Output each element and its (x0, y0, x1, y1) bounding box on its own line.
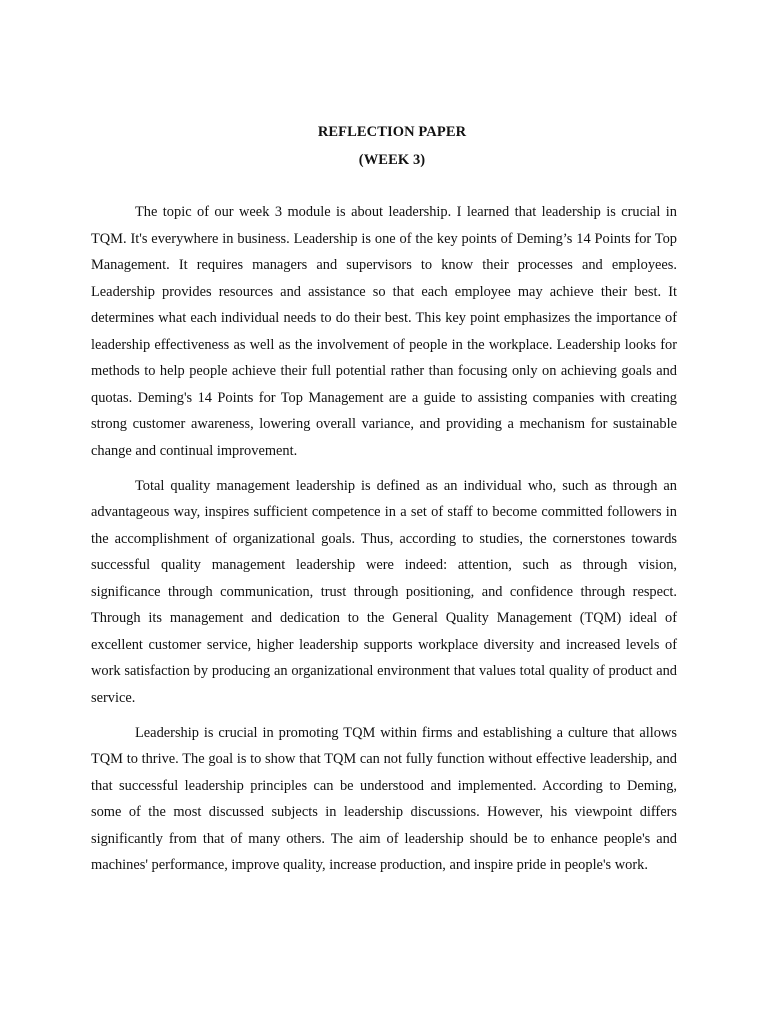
document-subtitle: (WEEK 3) (358, 152, 426, 168)
title-block (0, 118, 768, 174)
document-title: REFLECTION PAPER (317, 124, 467, 140)
paragraph-1: The topic of our week 3 module is about leadership. I learned that leadership is crucial in TQM. It's everywhere in business. Leadership is one of the key points of Deming’s 14 Points for Top Management. It requires managers and supervisors to know their processes and employees. Leadership provides resources and assistance so that each employee may achieve their best. It determines what each individual needs to do their best. This key point emphasizes the importance of leadership effectiveness as well as the involvement of people in the workplace. Leadership looks for methods to help people achieve their full potential rather than focusing only on achieving goals and quotas. Deming's 14 Points for Top Management are a guide to assisting companies with creating strong customer awareness, lowering overall variance, and providing a mechanism for sustainable change and continual improvement. (91, 204, 677, 459)
document-body (91, 199, 677, 887)
paragraph-2: Total quality management leadership is defined as an individual who, such as through an advantageous way, inspires sufficient competence in a set of staff to become committed followers in the accomplishment of organizational goals. Thus, according to studies, the cornerstones towards successful quality management leadership were indeed: attention, such as through vision, significance through communication, trust through positioning, and confidence through respect. Through its management and dedication to the General Quality Management (TQM) ideal of excellent customer service, higher leadership supports workplace diversity and increased levels of work satisfaction by producing an organizational environment that values total quality of product and service. (91, 477, 677, 706)
paragraph-3: Leadership is crucial in promoting TQM within firms and establishing a culture that allows TQM to thrive. The goal is to show that TQM can not fully function without effective leadership, and that successful leadership principles can be understood and implemented. According to Deming, some of the most discussed subjects in leadership discussions. However, his viewpoint differs significantly from that of many others. The aim of leadership should be to enhance people's and machines' performance, improve quality, increase production, and inspire pride in people's work. (91, 724, 677, 873)
